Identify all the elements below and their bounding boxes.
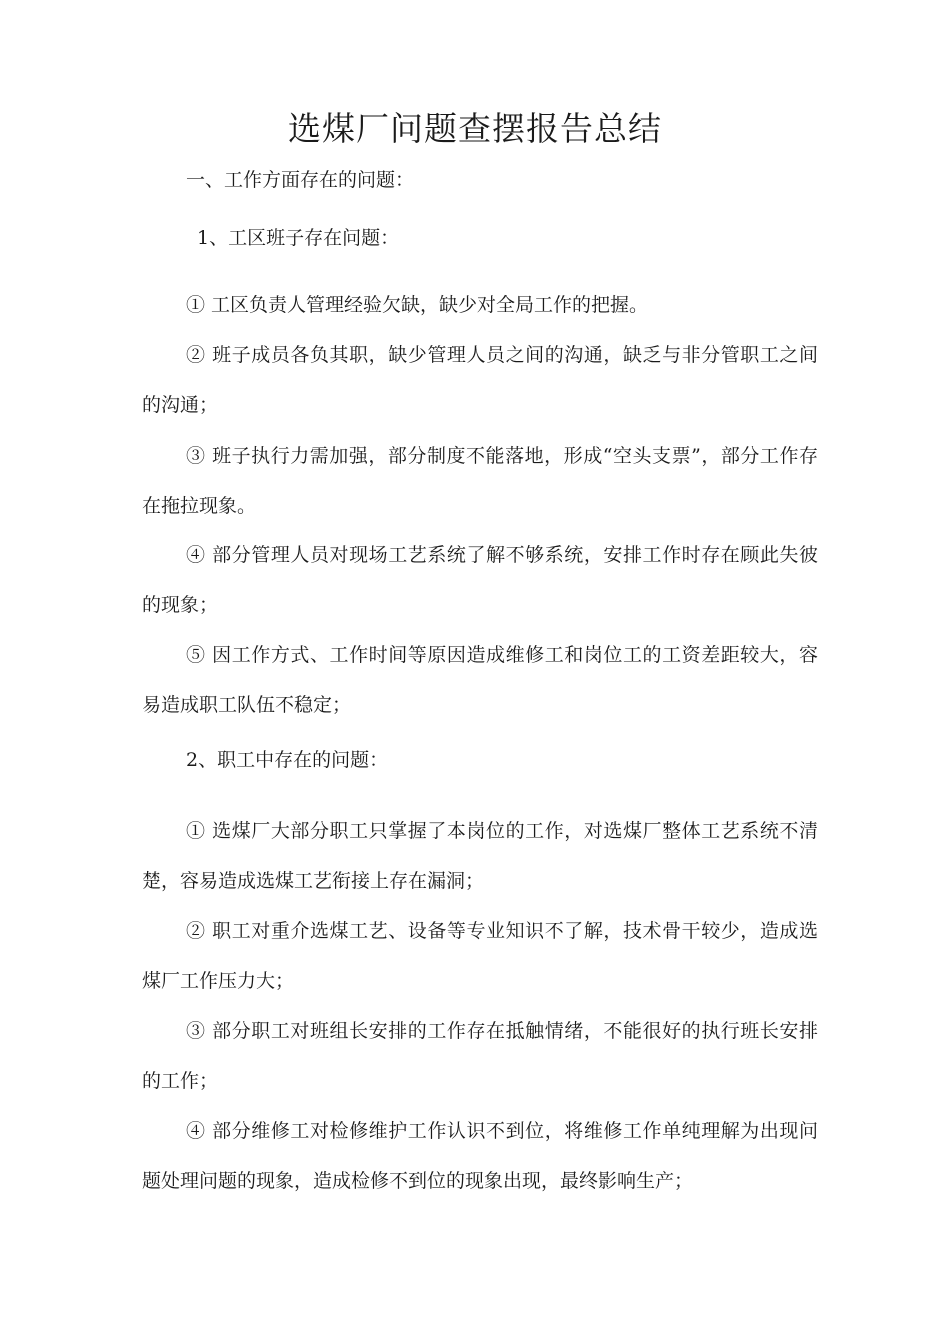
subsection-2-item-4: ④ 部分维修工对检修维护工作认识不到位，将维修工作单纯理解为出现问题处理问题的现象，造成检修不到位的现象出现，最终影响生产； (142, 1120, 818, 1192)
subsection-1-item-3: ③ 班子执行力需加强，部分制度不能落地，形成“空头支票”，部分工作存在拖拉现象。 (142, 445, 818, 517)
subsection-2-item-2: ② 职工对重介选煤工艺、设备等专业知识不了解，技术骨干较少，造成选煤厂工作压力大； (142, 920, 818, 992)
subsection-2-item-3: ③ 部分职工对班组长安排的工作存在抵触情绪，不能很好的执行班长安排的工作； (142, 1020, 818, 1092)
document-title: 选煤厂问题查摆报告总结 (288, 109, 662, 148)
subsection-1-heading: 1、工区班子存在问题： (197, 227, 400, 249)
section-heading: 一、工作方面存在的问题： (186, 169, 415, 191)
subsection-1-item-1: ① 工区负责人管理经验欠缺，缺少对全局工作的把握。 (186, 294, 649, 316)
subsection-2-item-1: ① 选煤厂大部分职工只掌握了本岗位的工作，对选煤厂整体工艺系统不清楚，容易造成选煤工艺衔接上存在漏洞； (142, 820, 818, 892)
subsection-1-item-4: ④ 部分管理人员对现场工艺系统了解不够系统，安排工作时存在顾此失彼的现象； (142, 544, 818, 616)
subsection-1-item-2: ② 班子成员各负其职，缺少管理人员之间的沟通，缺乏与非分管职工之间的沟通； (142, 344, 818, 416)
subsection-1-item-5: ⑤ 因工作方式、工作时间等原因造成维修工和岗位工的工资差距较大，容易造成职工队伍不稳定； (142, 644, 818, 716)
subsection-2-heading: 2、职工中存在的问题： (186, 749, 389, 771)
